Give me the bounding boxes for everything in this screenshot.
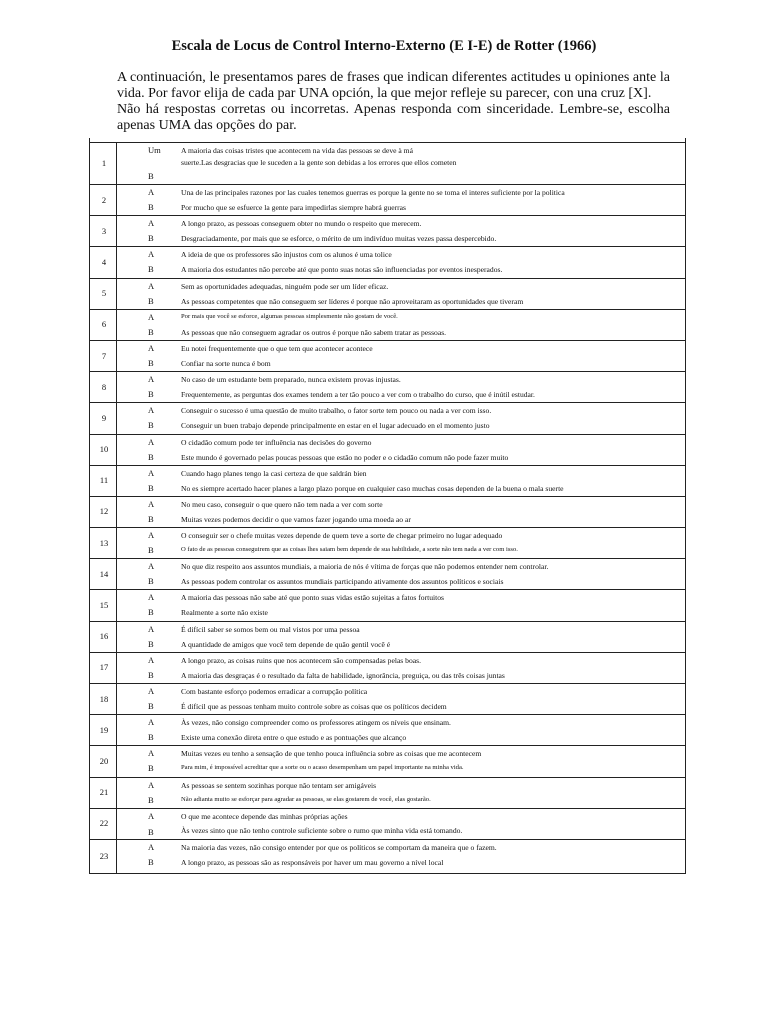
question-row-21 [90,777,685,809]
option-b-label[interactable]: B [148,857,154,867]
option-b-label[interactable]: B [148,326,154,337]
questionnaire-table [89,142,686,874]
question-row-19 [90,714,685,746]
option-a-label[interactable]: A [148,218,155,229]
option-b-label[interactable]: B [148,826,154,837]
option-b-text[interactable]: A maioria dos estudantes não percebe até que ponto suas notas são influenciadas por eventos inesperados. [181,265,503,275]
option-a-text[interactable]: Cuando hago planes tengo la casi certeza de que saldrán bien [181,468,367,478]
option-a-text[interactable]: Na maioria das vezes, não consigo entender por que os políticos se comportam da maneira que o fazem. [181,843,497,852]
option-b-text[interactable]: No es siempre acertado hacer planes a largo plazo porque en cualquier caso muchas cosas dependen de la buena o mala suerte [181,483,564,493]
option-a-label[interactable]: A [148,686,155,697]
option-b-text[interactable]: Para mim, é impossível acreditar que a sorte ou o acaso desempenham um papel importante na minha vida. [181,764,464,772]
option-b-text[interactable]: Existe uma conexão direta entre o que estudo e as pontuações que alcanço [181,733,407,743]
question-number: 3 [101,225,107,236]
question-number: 6 [101,319,107,330]
option-b-text[interactable]: É difícil que as pessoas tenham muito controle sobre as coisas que os políticos decidem [181,702,447,712]
question-number: 16 [99,631,109,642]
question-number: 1 [101,157,107,168]
option-b-label[interactable]: B [148,701,154,712]
document-title: Escala de Locus de Control Interno-Externo (E I-E) de Rotter (1966) [171,38,597,54]
option-a-label[interactable]: A [148,592,155,603]
option-b-label[interactable]: B [148,295,154,306]
option-a-label[interactable]: A [148,436,155,447]
option-b-text[interactable]: Frequentemente, as perguntas dos exames tendem a ter tão pouco a ver com o trabalho do curso, que é inútil estudar. [181,390,535,400]
option-a-label[interactable]: A [148,748,155,759]
option-a-text[interactable]: As pessoas se sentem sozinhas porque não tentam ser amigáveis [181,780,377,790]
question-number: 18 [99,693,109,704]
option-a-label[interactable]: A [148,623,155,634]
question-row-9 [90,402,685,434]
option-a-text[interactable]: Por mais que você se esforce, algumas pessoas simplesmente não gostam de você. [181,312,398,320]
option-b-label[interactable]: B [148,669,154,680]
option-b-text[interactable]: A longo prazo, as pessoas são as responsáveis por haver um mau governo a nível local [181,858,444,867]
option-a-text[interactable]: Conseguir o sucesso é uma questão de muito trabalho, o fator sorte tem pouco ou nada a ver com isso. [181,406,492,416]
question-row-2 [90,184,685,216]
option-b-label[interactable]: B [148,233,154,244]
question-number: 15 [99,600,109,611]
option-b-text[interactable]: Muitas vezes podemos decidir o que vamos fazer jogando uma moeda ao ar [181,514,411,524]
option-a-label[interactable]: A [148,374,155,385]
question-number: 19 [99,724,109,735]
question-number: 20 [99,756,109,767]
option-a-text-continued: suerte.Las desgracias que le suceden a la gente son debidas a los errores que ellos cometen [181,158,457,167]
question-row-18 [90,683,685,715]
option-a-text[interactable]: A longo prazo, as coisas ruins que nos acontecem são compensadas pelas boas. [181,655,421,665]
question-row-6 [90,309,685,341]
option-a-text[interactable]: A maioria das pessoas não sabe até que ponto suas vidas estão sujeitas a fatos fortuitos [181,593,444,603]
option-b-label[interactable]: B [148,513,154,524]
question-number: 22 [99,818,109,829]
option-a-label[interactable]: A [148,249,155,260]
option-b-label[interactable]: B [148,202,154,212]
option-a-label[interactable]: A [148,405,155,416]
option-a-label[interactable]: Um [148,145,161,155]
option-a-text[interactable]: No caso de um estudante bem preparado, nunca existem provas injustas. [181,375,401,385]
option-a-text[interactable]: Sem as oportunidades adequadas, ninguém pode ser um líder eficaz. [181,281,389,291]
option-a-text[interactable]: O conseguir ser o chefe muitas vezes depende de quem teve a sorte de chegar primeiro no lugar adequado [181,531,503,541]
option-a-label[interactable]: A [148,311,155,322]
option-a-label[interactable]: A [148,530,155,541]
option-a-text[interactable]: É difícil saber se somos bem ou mal vistos por uma pessoa [181,624,360,634]
option-b-text[interactable]: A quantidade de amigos que você tem depende de quão gentil você é [181,639,391,649]
question-row-8 [90,371,685,403]
question-row-17 [90,652,685,684]
option-a-text[interactable]: A longo prazo, as pessoas conseguem obter no mundo o respeito que merecem. [181,219,422,229]
option-a-label[interactable]: A [148,654,155,665]
question-row-4 [90,246,685,278]
option-b-text[interactable]: O fato de as pessoas conseguirem que as coisas lhes saiam bem depende de sua habilidade, a sorte não tem nada a ver com isso. [181,546,518,554]
option-b-text[interactable]: As pessoas que não conseguem agradar os outros é porque não sabem tratar as pessoas. [181,327,447,337]
option-a-label[interactable]: A [148,342,155,353]
option-b-label[interactable]: B [148,264,154,275]
option-a-label[interactable]: A [148,810,155,821]
question-row-1 [90,143,685,184]
instructions-paragraph-2: Não há respostas corretas ou incorretas. Apenas responda com sinceridade. Lembre-se, escolha apenas UMA das opções do par. [117,102,670,133]
option-b-label[interactable]: B [148,482,154,493]
option-b-label[interactable]: B [148,638,154,649]
option-a-text[interactable]: No que diz respeito aos assuntos mundiais, a maioria de nós é vítima de forças que não podemos entender nem controlar. [181,562,549,572]
option-b-text[interactable]: Realmente a sorte não existe [181,608,268,618]
question-row-22 [90,808,685,840]
option-a-text[interactable]: Una de las principales razones por las cuales tenemos guerras es porque la gente no se toma el interes suficiente por la politica [181,188,565,197]
question-row-5 [90,278,685,310]
option-b-text[interactable]: As pessoas podem controlar os assuntos mundiais participando ativamente dos assuntos políticos e sociais [181,577,504,587]
question-row-10 [90,434,685,466]
question-row-20 [90,745,685,777]
question-number: 13 [99,537,109,548]
option-a-text[interactable]: Muitas vezes eu tenho a sensação de que tenho pouca influência sobre as coisas que me acontecem [181,749,482,759]
option-b-label[interactable]: B [148,451,154,462]
option-b-text[interactable]: Não adianta muito se esforçar para agradar as pessoas, se elas gostarem de você, elas gostarão. [181,795,431,803]
question-number: 21 [99,787,109,798]
question-row-15 [90,589,685,621]
question-number: 9 [101,412,107,423]
question-row-13 [90,527,685,559]
option-b-label[interactable]: B [148,420,154,431]
question-number: 2 [101,194,107,205]
option-b-text[interactable]: Este mundo é governado pelas poucas pessoas que estão no poder e o cidadão comum não pode fazer muito [181,452,509,462]
option-a-label[interactable]: A [148,280,155,291]
option-a-text[interactable]: A maioria das coisas tristes que acontecem na vida das pessoas se deve à má [181,146,413,155]
option-b-label[interactable]: B [148,732,154,743]
question-number: 5 [101,288,107,299]
question-number: 12 [99,506,109,517]
question-number: 4 [101,256,107,267]
option-b-label[interactable]: B [148,389,154,400]
option-a-text[interactable]: Com bastante esforço podemos erradicar a corrupção política [181,687,368,697]
option-b-text[interactable]: Desgraciadamente, por mais que se esforce, o mérito de um indivíduo muitas vezes passa despercebido. [181,234,497,244]
option-a-label[interactable]: A [148,717,155,728]
option-b-label[interactable]: B [148,607,154,618]
option-b-label[interactable]: B [148,545,154,556]
question-row-3 [90,215,685,247]
option-b-text[interactable]: Confiar na sorte nunca é bom [181,358,271,368]
question-number: 8 [101,381,107,392]
option-b-text[interactable]: Por mucho que se esfuerce la gente para impedirlas siempre habrá guerras [181,203,406,212]
instructions-paragraph-1: A continuación, le presentamos pares de frases que indican diferentes actitudes u opiniones ante la vida. Por favor elija de cada par UNA opción, la que mejor refleje su parecer, con una cruz [X]. [117,70,670,101]
question-number: 23 [99,851,109,861]
option-a-label[interactable]: A [148,498,155,509]
instructions [117,70,670,134]
option-a-label[interactable]: A [148,842,155,852]
option-a-label[interactable]: A [148,467,155,478]
option-a-label[interactable]: A [148,779,155,790]
question-row-16 [90,621,685,653]
question-row-12 [90,496,685,528]
option-a-text[interactable]: No meu caso, conseguir o que quero não tem nada a ver com sorte [181,499,383,509]
option-a-text[interactable]: O cidadão comum pode ter influência nas decisões do governo [181,437,372,447]
option-a-label[interactable]: A [148,187,155,197]
question-number: 10 [99,444,109,455]
question-row-23 [90,839,685,874]
question-number: 17 [99,662,109,673]
question-row-11 [90,465,685,497]
option-b-label[interactable]: B [148,763,154,774]
option-b-label[interactable]: B [148,794,154,805]
question-row-7 [90,340,685,372]
question-number: 11 [99,475,109,486]
option-a-label[interactable]: A [148,561,155,572]
option-b-label[interactable]: B [148,576,154,587]
option-b-text[interactable]: Conseguir un buen trabajo depende principalmente en estar en el lugar adecuado en el momento justo [181,421,490,431]
question-row-14 [90,558,685,590]
question-number: 14 [99,568,109,579]
option-a-text[interactable]: A ideia de que os professores são injustos com os alunos é uma tolice [181,250,392,260]
option-b-label[interactable]: B [148,357,154,368]
option-a-text-continued: Às vezes sinto que não tenho controle suficiente sobre o rumo que minha vida está tomando. [181,825,463,835]
option-a-text[interactable]: Eu notei frequentemente que o que tem que acontecer acontece [181,343,373,353]
question-number: 7 [101,350,107,361]
option-b-text[interactable]: As pessoas competentes que não conseguem ser líderes é porque não aproveitaram as oportunidades que tiveram [181,296,524,306]
option-a-text[interactable]: O que me acontece depende das minhas próprias ações [181,811,348,821]
option-b-label[interactable]: B [148,171,154,181]
option-b-text[interactable]: A maioria das desgraças é o resultado da falta de habilidade, ignorância, preguiça, ou das três coisas juntas [181,670,505,680]
option-a-text[interactable]: Às vezes, não consigo compreender como os professores atingem os níveis que ensinam. [181,718,451,728]
